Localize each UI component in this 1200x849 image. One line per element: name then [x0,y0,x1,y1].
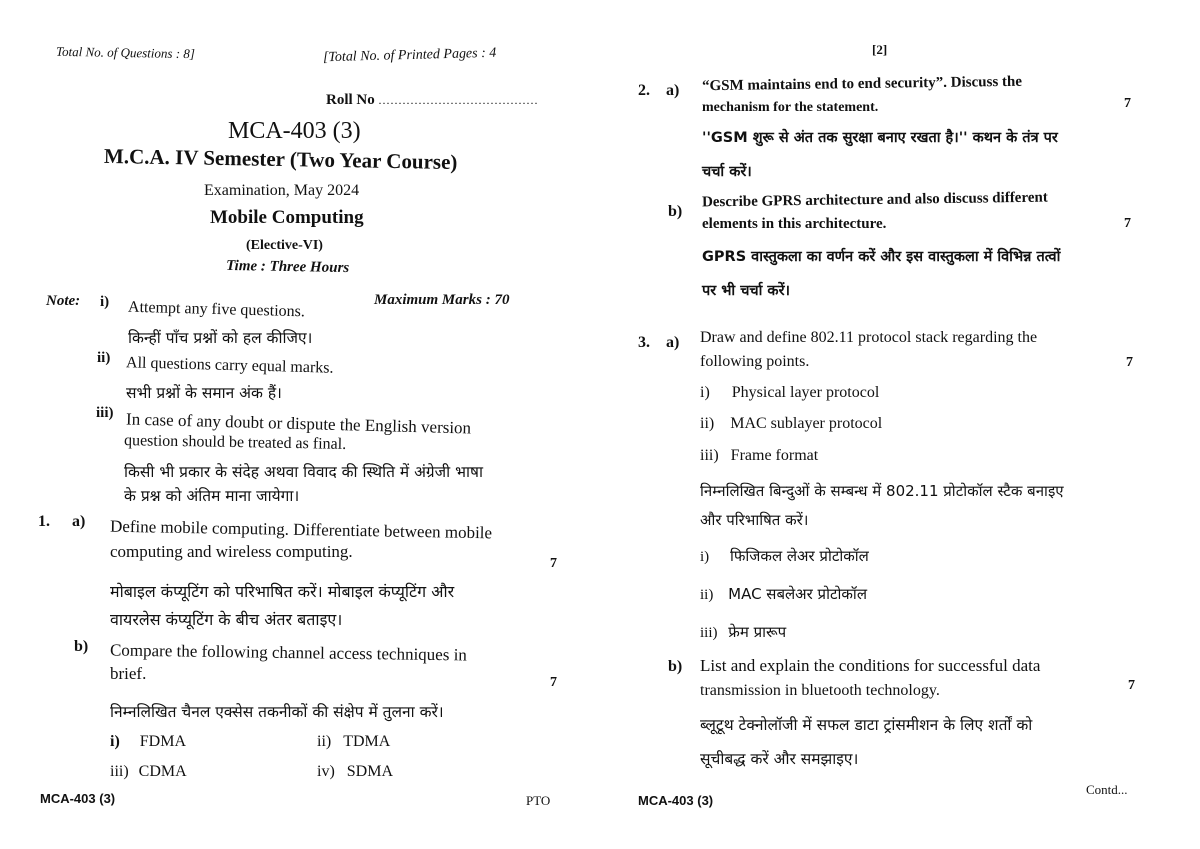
marks: 7 [1124,96,1131,111]
subject-title: Mobile Computing [210,207,364,228]
list-item [700,384,879,402]
list-item [317,733,390,751]
list-item-text: MAC sublayer protocol [730,415,883,432]
list-item [700,447,818,465]
right-page [600,0,1200,849]
list-item-text: CDMA [138,763,187,780]
list-item-text: फिजिकल लेअर प्रोटोकॉल [729,547,869,565]
list-item-num: ii) [317,733,332,750]
question-number: 3. [638,334,650,351]
marks: 7 [550,675,557,690]
question-number: 2. [638,82,650,99]
question-text-hi: निम्नलिखित चैनल एक्सेस तकनीकों की संक्षेप में तुलना करें। [110,703,444,721]
list-item-num: i) [700,549,710,565]
note-text-en: question should be treated as final. [123,432,347,453]
note-num: i) [100,294,110,310]
question-text-hi: सूचीबद्ध करें और समझाइए। [700,750,859,768]
question-text-en: Define mobile computing. Differentiate between mobile [109,516,493,543]
footer-contd: Contd... [1086,782,1128,797]
question-text-en: elements in this architecture. [702,216,887,232]
page-number: [2] [872,42,888,57]
list-item-text: SDMA [346,763,394,780]
list-item-num: i) [110,733,120,750]
list-item-num: iii) [700,447,719,464]
question-number: 1. [38,513,50,530]
part-label: b) [668,658,683,675]
question-text-en: List and explain the conditions for successful data [700,656,1041,675]
list-item-num: i) [700,384,710,401]
note-text-hi: किन्हीं पाँच प्रश्नों को हल कीजिए। [128,329,313,347]
question-text-en: brief. [110,664,147,683]
list-item [700,584,867,604]
list-item-text: Physical layer protocol [731,384,880,401]
list-item [317,763,393,781]
max-marks: Maximum Marks : 70 [374,292,510,308]
list-item [700,622,786,642]
question-text-hi: चर्चा करें। [702,164,752,180]
question-text-en: transmission in bluetooth technology. [700,682,940,699]
question-text-hi: पर भी चर्चा करें। [702,283,790,299]
list-item-text: TDMA [343,733,391,750]
question-text-hi: मोबाइल कंप्यूटिंग को परिभाषित करें। मोबाइल कंप्यूटिंग और [110,582,455,601]
question-text-en: Compare the following channel access techniques in [109,640,468,665]
list-item-num: ii) [700,415,715,432]
question-text-en: mechanism for the statement. [702,100,879,115]
note-text-hi: किसी भी प्रकार के संदेह अथवा विवाद की स्थिति में अंग्रेजी भाषा [124,463,483,481]
total-questions: Total No. of Questions : 8] [55,43,196,62]
question-text-hi: निम्नलिखित बिन्दुओं के सम्बन्ध में 802.11 प्रोटोकॉल स्टैक बनाइए [700,482,1064,500]
roll-no [326,92,539,109]
part-label: b) [668,203,683,220]
question-text-en: “GSM maintains end to end security”. Discuss the [701,73,1023,95]
list-item-text: Frame format [730,447,819,464]
part-label: a) [72,513,86,530]
list-item-text: MAC सबलेअर प्रोटोकॉल [728,585,867,603]
question-text-hi: ब्लूटूथ टेक्नोलॉजी में सफल डाटा ट्रांसमीशन के लिए शर्तों को [700,716,1033,734]
question-text-hi: GPRS वास्तुकला का वर्णन करें और इस वास्तुकला में विभिन्न तत्वों [702,249,1061,265]
marks: 7 [1128,678,1135,693]
note-num: ii) [97,350,111,366]
question-text-hi: वायरलेस कंप्यूटिंग के बीच अंतर बताइए। [110,610,343,629]
question-text-en: Draw and define 802.11 protocol stack regarding the [700,329,1038,346]
list-item-text: FDMA [139,733,187,750]
question-text-hi: ''GSM शुरू से अंत तक सुरक्षा बनाए रखता है।'' कथन के तंत्र पर [702,130,1058,146]
part-label: b) [74,638,89,655]
total-pages: [Total No. of Printed Pages : 4 [322,45,497,66]
footer-code: MCA-403 (3) [40,791,116,806]
question-text-hi: और परिभाषित करें। [700,511,809,529]
list-item [110,733,186,751]
note-text-hi: सभी प्रश्नों के समान अंक हैं। [126,384,282,402]
elective: (Elective-VI) [246,238,323,253]
list-item-num: iii) [110,763,129,780]
note-text-en: Attempt any five questions. [127,298,306,321]
time: Time : Three Hours [225,257,350,277]
note-text-en: In case of any doubt or dispute the English version [125,409,472,438]
marks: 7 [1126,355,1133,370]
list-item-num: iv) [317,763,335,780]
list-item-num: ii) [700,587,714,603]
list-item-num: iii) [700,625,718,641]
course-title: M.C.A. IV Semester (Two Year Course) [103,143,458,175]
exam-session: Examination, May 2024 [204,182,360,199]
marks: 7 [1124,216,1131,231]
list-item [110,763,187,781]
note-text-en: All questions carry equal marks. [125,354,334,377]
note-num: iii) [96,405,114,421]
list-item [700,546,869,566]
list-item-text: फ्रेम प्रारूप [728,623,787,641]
question-text-en: Describe GPRS architecture and also discuss different [701,189,1048,211]
footer-pto: PTO [526,793,551,808]
note-text-hi: के प्रश्न को अंतिम माना जायेगा। [124,487,300,505]
question-text-en: following points. [700,353,810,370]
footer-code: MCA-403 (3) [638,793,714,808]
roll-no-label: Roll No [326,92,375,108]
question-text-en: computing and wireless computing. [110,542,353,561]
list-item [700,415,882,433]
note-label: Note: [46,293,81,309]
part-label: a) [666,82,680,99]
marks: 7 [550,556,557,571]
part-label: a) [666,334,680,351]
course-code: MCA-403 (3) [228,118,361,144]
roll-no-dots: ........................................ [378,93,539,107]
